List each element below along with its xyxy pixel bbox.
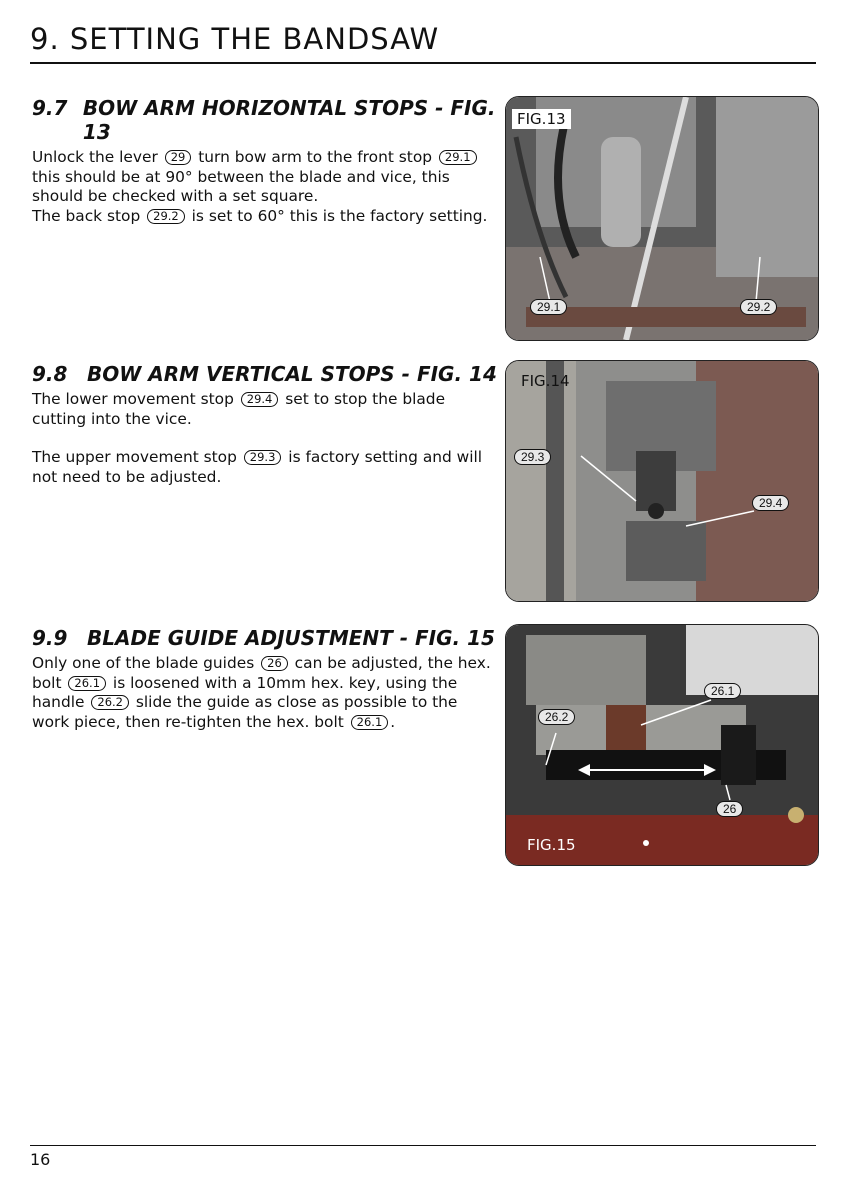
section-title: BOW ARM HORIZONTAL STOPS - FIG. 13 bbox=[82, 96, 496, 144]
ref-badge: 29.4 bbox=[241, 392, 279, 407]
callout-26: 26 bbox=[716, 801, 743, 817]
section-9-7 bbox=[32, 96, 497, 226]
ref-badge: 29.3 bbox=[244, 450, 282, 465]
body-text: The upper movement stop bbox=[32, 448, 237, 467]
bandsaw-photo-15 bbox=[506, 625, 818, 865]
figure-15-photo bbox=[505, 624, 819, 866]
section-body bbox=[32, 148, 497, 226]
ref-badge: 26 bbox=[261, 656, 288, 671]
page-title: 9. SETTING THE BANDSAW bbox=[30, 22, 440, 56]
body-text: turn bow arm to the front stop bbox=[198, 148, 433, 166]
figure-label: FIG.14 bbox=[521, 372, 570, 390]
page-number: 16 bbox=[30, 1150, 51, 1169]
section-title: BOW ARM VERTICAL STOPS - FIG. 14 bbox=[87, 362, 497, 386]
body-text: can be adjusted, the hex. bolt bbox=[32, 654, 491, 692]
figure-13-photo bbox=[505, 96, 819, 341]
callout-29-1: 29.1 bbox=[530, 299, 567, 315]
ref-badge: 26.1 bbox=[351, 715, 389, 730]
body-text: is loosened with a 10mm hex. key, using the handle bbox=[32, 673, 458, 712]
callout-29-4: 29.4 bbox=[752, 495, 789, 511]
ref-badge: 29.1 bbox=[439, 150, 477, 165]
ref-badge: 26.2 bbox=[91, 695, 129, 710]
ref-badge: 29.2 bbox=[147, 209, 185, 224]
section-number: 9.7 bbox=[32, 96, 68, 120]
section-heading bbox=[32, 626, 497, 650]
body-text: is set to 60° this is the factory setting. bbox=[191, 206, 488, 225]
header-rule bbox=[30, 62, 816, 64]
footer-rule bbox=[30, 1145, 816, 1146]
body-text: set to stop the blade cutting into the vice. bbox=[32, 390, 446, 428]
section-9-8 bbox=[32, 362, 497, 487]
section-body bbox=[32, 654, 497, 732]
body-text: The lower movement stop bbox=[32, 390, 234, 408]
figure-14-photo bbox=[505, 360, 819, 602]
body-text: slide the guide as close as possible to the work piece, then re-tighten the hex. bolt bbox=[32, 693, 458, 731]
section-9-9 bbox=[32, 626, 497, 732]
body-text: The back stop bbox=[32, 206, 141, 225]
body-text: is factory setting and will not need to be adjusted. bbox=[32, 448, 483, 486]
figure-label: FIG.13 bbox=[512, 109, 571, 129]
ref-badge: 29 bbox=[165, 150, 192, 165]
section-number: 9.9 bbox=[32, 626, 68, 650]
callout-29-2: 29.2 bbox=[740, 299, 777, 315]
callout-26-2: 26.2 bbox=[538, 709, 575, 725]
body-text: Unlock the lever bbox=[32, 148, 158, 166]
body-text: this should be at 90° between the blade and vice, this should be checked with a set square. bbox=[32, 167, 450, 206]
section-number: 9.8 bbox=[32, 362, 68, 386]
body-text: . bbox=[390, 712, 396, 731]
ref-badge: 26.1 bbox=[68, 676, 106, 691]
bandsaw-photo-14 bbox=[506, 361, 818, 601]
callout-29-3: 29.3 bbox=[514, 449, 551, 465]
section-body bbox=[32, 390, 497, 487]
section-heading bbox=[32, 362, 497, 386]
figure-label: FIG.15 bbox=[527, 836, 576, 854]
section-title: BLADE GUIDE ADJUSTMENT - FIG. 15 bbox=[87, 626, 495, 650]
body-text: Only one of the blade guides bbox=[32, 654, 255, 672]
section-heading bbox=[32, 96, 497, 144]
callout-26-1: 26.1 bbox=[704, 683, 741, 699]
